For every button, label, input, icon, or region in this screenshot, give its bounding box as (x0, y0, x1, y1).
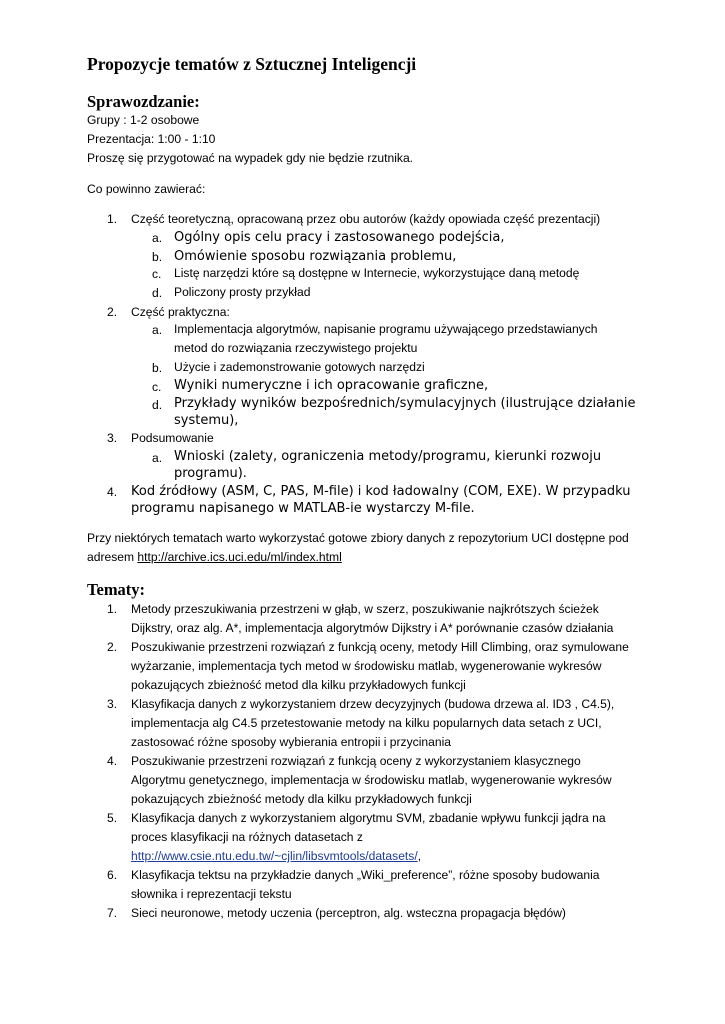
list-item-text: Kod źródłowy (ASM, C, PAS, M-file) i kod ładowalny (COM, EXE). W przypadku (131, 484, 631, 499)
list-item-text-cont: programu napisanego w MATLAB-ie wystarczy M-file. (131, 501, 475, 516)
presentation-text: Prezentacja: 1:00 - 1:10 (87, 132, 216, 146)
topic-text-cont: proces klasyfikacji na różnych datasetach z (131, 830, 363, 844)
sublist-item-text: Wyniki numeryczne i ich opracowanie graficzne, (174, 378, 489, 393)
page-title: Propozycje tematów z Sztucznej Inteligencji (87, 54, 417, 74)
topic-text: Poszukiwanie przestrzeni rozwiązań z funkcją oceny z wykorzystaniem klasycznego (131, 754, 581, 768)
topic-text-cont: pokazujących zbieżność metody dla kilku przykładowych funkcji (131, 792, 472, 806)
sublist-item-text-cont: metod do rozwiązania rzeczywistego projektu (174, 341, 418, 355)
topic-link-line (131, 850, 421, 862)
uci-prefix: adresem (87, 550, 138, 564)
sublist-marker: c. (152, 380, 162, 394)
groups-text: Grupy : 1-2 osobowe (87, 113, 200, 127)
list-marker: 2. (107, 305, 118, 319)
topic-marker: 4. (107, 754, 118, 768)
sublist-marker: c. (152, 267, 162, 281)
list-item-text: Podsumowanie (131, 431, 214, 445)
link-suffix: , (417, 849, 422, 863)
sublist-item-text: Przykłady wyników bezpośrednich/symulacyjnych (ilustrujące działanie (174, 396, 636, 411)
sublist-item-text: Listę narzędzi które są dostępne w Internecie, wykorzystujące daną metodę (174, 266, 580, 280)
sublist-marker: b. (152, 250, 163, 264)
topic-text-cont: Algorytmu genetycznego, implementacja w środowisku matlab, wygenerowanie wykresów (131, 773, 612, 787)
topic-marker: 1. (107, 602, 118, 616)
topic-text: Klasyfikacja tektsu na przykładzie danych „Wiki_preference”, różne sposoby budowania (131, 868, 600, 882)
should-contain-text: Co powinno zawierać: (87, 182, 206, 196)
sublist-item-text-cont: programu). (174, 466, 247, 481)
report-heading: Sprawozdzanie: (87, 92, 200, 111)
topic-text-cont: wyżarzanie, implementacja tych metod w środowisku matlab, wygenerowanie wykresów (131, 659, 602, 673)
sublist-marker: d. (152, 398, 163, 412)
sublist-item-text: Omówienie sposobu rozwiązania problemu, (174, 249, 457, 264)
topic-text-cont: pokazujących zbieżność metod dla kilku przykładowych funkcji (131, 678, 466, 692)
list-item-text: Część praktyczna: (131, 305, 230, 319)
list-item-text: Część teoretyczną, opracowaną przez obu autorów (każdy opowiada część prezentacji) (131, 212, 601, 226)
topic-marker: 7. (107, 906, 118, 920)
list-marker: 4. (107, 485, 118, 499)
libsvm-datasets-link[interactable]: http://www.csie.ntu.edu.tw/~cjlin/libsvmtools/datasets/ (131, 849, 418, 863)
topic-text-cont: Dijkstry, oraz alg. A*, implementacja algorytmów Dijkstry i A* porównanie czasów działania (131, 621, 614, 635)
sublist-marker: a. (152, 451, 163, 465)
topic-marker: 2. (107, 640, 118, 654)
sublist-item-text: Ogólny opis celu pracy i zastosowanego podejścia, (174, 230, 505, 245)
sublist-marker: a. (152, 323, 163, 337)
uci-paragraph: Przy niektórych tematach warto wykorzystać gotowe zbiory danych z repozytorium UCI dostępne pod (87, 531, 629, 545)
topic-text-cont: zastosować różne sposoby wybierania entropii i przycinania (131, 735, 451, 749)
uci-paragraph-cont (87, 551, 342, 563)
sublist-item-text: Implementacja algorytmów, napisanie programu używającego przedstawianych (174, 322, 598, 336)
topic-text-cont: implementacja alg C4.5 przetestowanie metody na kilku popularnych data setach z UCI, (131, 716, 602, 730)
uci-link[interactable]: http://archive.ics.uci.edu/ml/index.html (137, 550, 342, 564)
sublist-item-text: Policzony prosty przykład (174, 285, 311, 299)
topic-text-cont: słownika i reprezentacji tekstu (131, 887, 292, 901)
topic-marker: 6. (107, 868, 118, 882)
topic-text: Klasyfikacja danych z wykorzystaniem algorytmu SVM, zbadanie wpływu funkcji jądra na (131, 811, 606, 825)
sublist-item-text-cont: systemu), (174, 413, 239, 428)
sublist-marker: b. (152, 361, 163, 375)
topic-marker: 3. (107, 697, 118, 711)
sublist-item-text: Wnioski (zalety, ograniczenia metody/programu, kierunki rozwoju (174, 449, 602, 464)
topic-text: Klasyfikacja danych z wykorzystaniem drzew decyzyjnych (budowa drzewa al. ID3 , C4.5), (131, 697, 615, 711)
sublist-marker: a. (152, 231, 163, 245)
note-text: Proszę się przygotować na wypadek gdy nie będzie rzutnika. (87, 151, 414, 165)
topic-text: Metody przeszukiwania przestrzeni w głąb, w szerz, poszukiwanie najkrótszych ścieżek (131, 602, 599, 616)
sublist-item-text: Użycie i zademonstrowanie gotowych narzędzi (174, 360, 425, 374)
list-marker: 3. (107, 431, 118, 445)
topic-text: Sieci neuronowe, metody uczenia (perceptron, alg. wsteczna propagacja błędów) (131, 906, 566, 920)
topic-marker: 5. (107, 811, 118, 825)
sublist-marker: d. (152, 286, 163, 300)
list-marker: 1. (107, 212, 118, 226)
topics-heading: Tematy: (87, 580, 146, 599)
topic-text: Poszukiwanie przestrzeni rozwiązań z funkcją oceny, metody Hill Climbing, oraz symulowane (131, 640, 629, 654)
